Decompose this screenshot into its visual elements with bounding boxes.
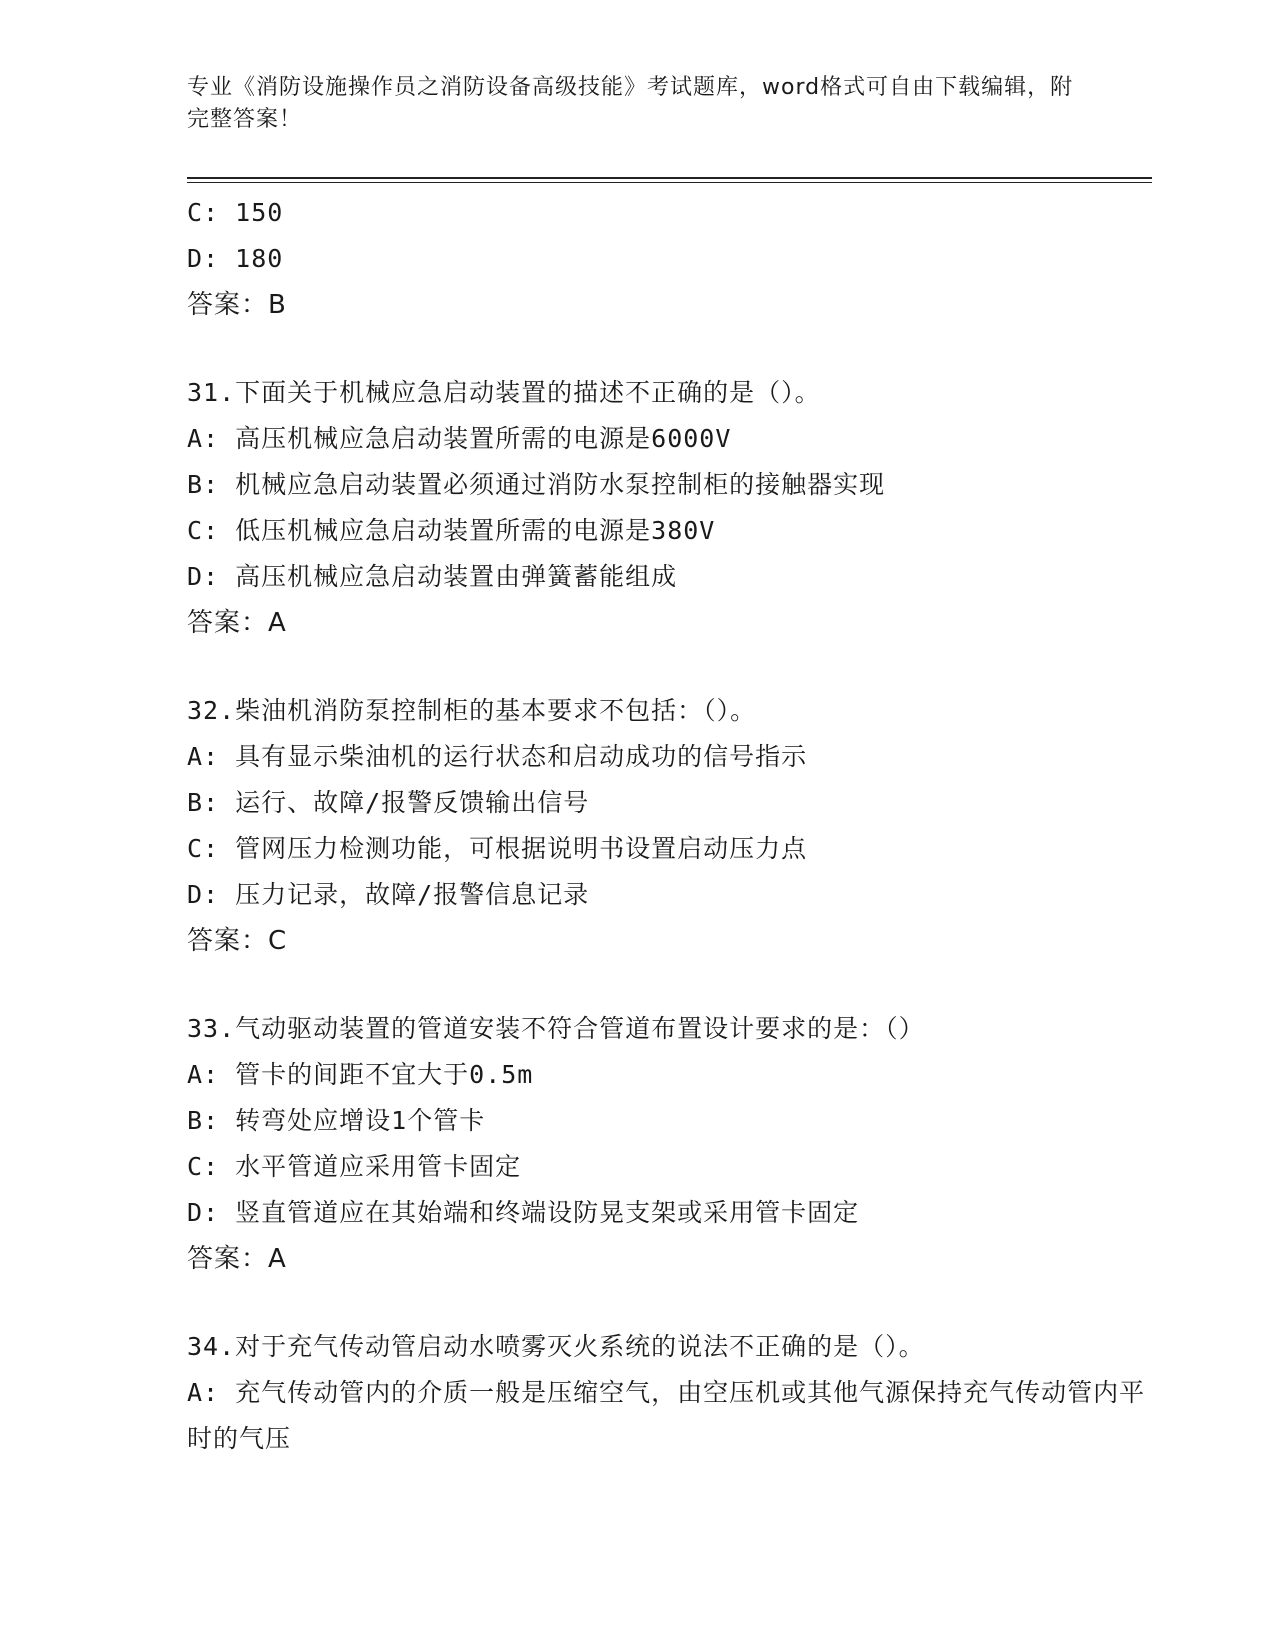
option-b: B: 转弯处应增设1个管卡 xyxy=(187,1106,486,1135)
question-block-32 xyxy=(187,688,1147,964)
question-text: 32.柴油机消防泵控制柜的基本要求不包括：（）。 xyxy=(187,696,757,725)
option-a: A: 具有显示柴油机的运行状态和启动成功的信号指示 xyxy=(187,742,808,771)
option-a: A: 充气传动管内的介质一般是压缩空气，由空压机或其他气源保持充气传动管内平时的气压 xyxy=(187,1378,1146,1453)
option-c: C: 水平管道应采用管卡固定 xyxy=(187,1152,522,1181)
question-text: 34.对于充气传动管启动水喷雾灭火系统的说法不正确的是（）。 xyxy=(187,1332,925,1361)
option-c: C: 150 xyxy=(187,198,284,227)
header-divider xyxy=(187,177,1152,179)
option-d: D: 180 xyxy=(187,244,284,273)
question-list xyxy=(187,190,1147,1462)
option-d: D: 高压机械应急启动装置由弹簧蓄能组成 xyxy=(187,562,678,591)
option-d: D: 竖直管道应在其始端和终端设防晃支架或采用管卡固定 xyxy=(187,1198,860,1227)
option-a: A: 高压机械应急启动装置所需的电源是6000V xyxy=(187,424,732,453)
option-c: C: 低压机械应急启动装置所需的电源是380V xyxy=(187,516,716,545)
option-a: A: 管卡的间距不宜大于0.5m xyxy=(187,1060,534,1089)
answer-label: 答案：B xyxy=(187,290,287,320)
header-divider-thin xyxy=(187,182,1152,183)
document-header: 专业《消防设施操作员之消防设备高级技能》考试题库，word格式可自由下载编辑，附完整答案！ xyxy=(187,75,1074,132)
question-block-31 xyxy=(187,370,1147,646)
option-b: B: 运行、故障/报警反馈输出信号 xyxy=(187,788,590,817)
question-text: 31.下面关于机械应急启动装置的描述不正确的是（）。 xyxy=(187,378,821,407)
option-b: B: 机械应急启动装置必须通过消防水泵控制柜的接触器实现 xyxy=(187,470,886,499)
question-block-prev xyxy=(187,190,1147,328)
option-d: D: 压力记录，故障/报警信息记录 xyxy=(187,880,590,909)
question-block-33 xyxy=(187,1006,1147,1282)
option-c: C: 管网压力检测功能，可根据说明书设置启动压力点 xyxy=(187,834,808,863)
answer-label: 答案：A xyxy=(187,608,287,638)
question-block-34 xyxy=(187,1324,1147,1462)
answer-label: 答案：C xyxy=(187,926,288,956)
question-text: 33.气动驱动装置的管道安装不符合管道布置设计要求的是：（） xyxy=(187,1014,925,1043)
answer-label: 答案：A xyxy=(187,1244,287,1274)
